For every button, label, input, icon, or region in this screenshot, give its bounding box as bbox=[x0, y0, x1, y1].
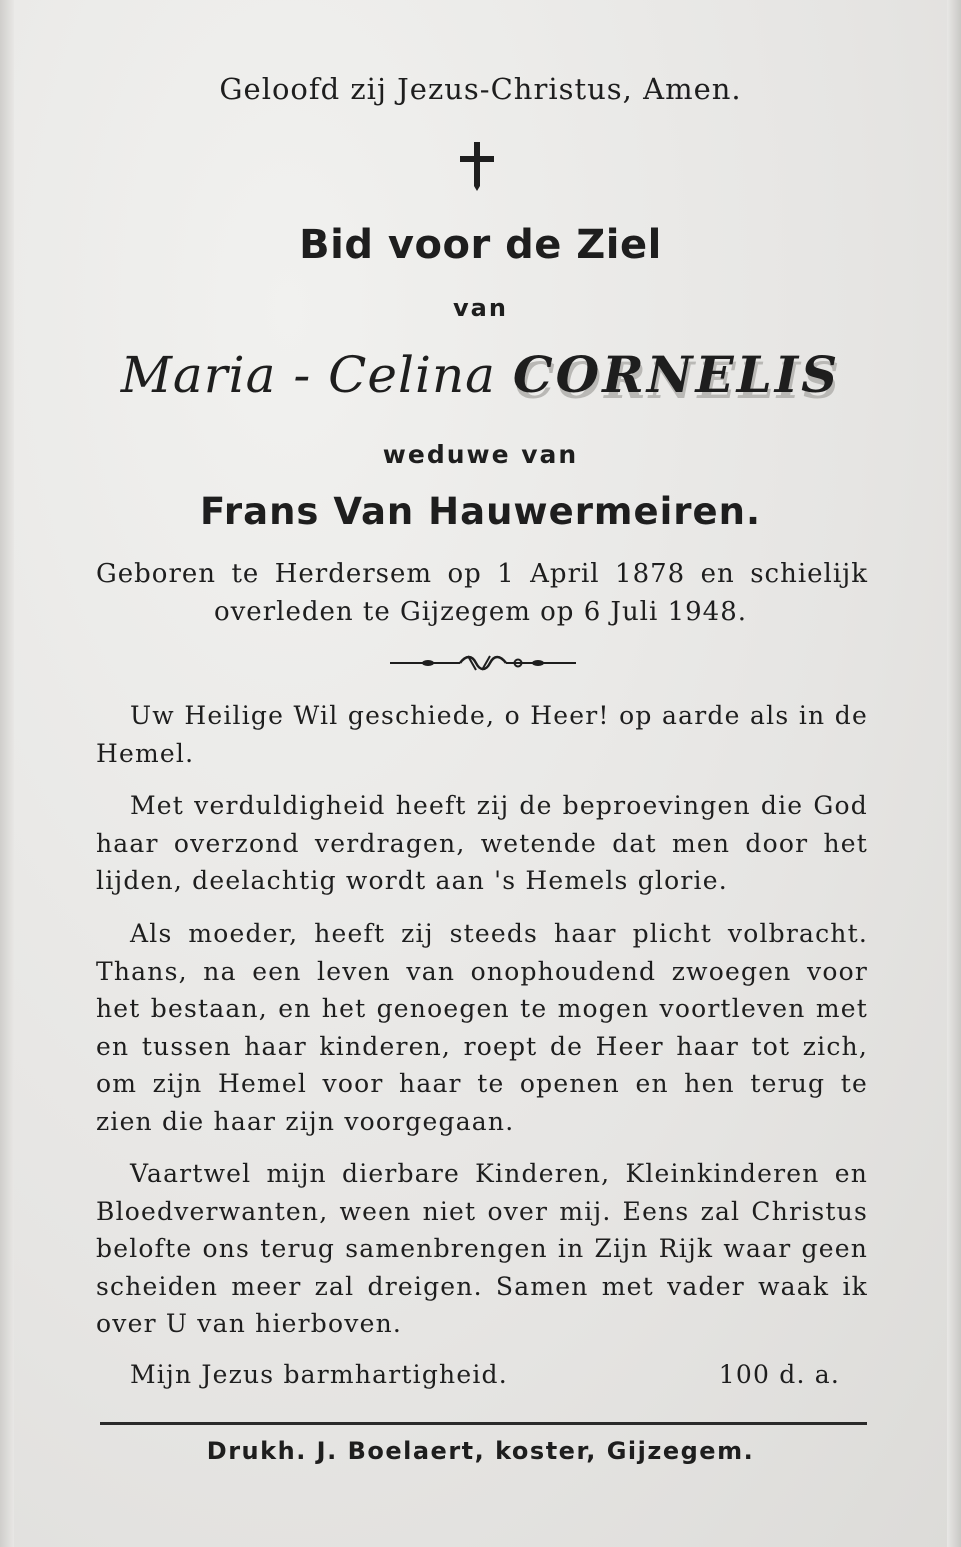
paragraph-4-text: Vaartwel mijn dierbare Kinderen, Kleinkinderen en Bloedverwanten, ween niet over mij. Eens zal Christus belofte ons terug samenbrengen in Zijn Rijk waar geen scheiden meer zal dreigen. Samen met vader waak ik over U van hierboven. bbox=[96, 1159, 868, 1338]
paragraph-1-text: Uw Heilige Wil geschiede, o Heer! op aarde als in de Hemel. bbox=[96, 701, 868, 768]
header-invocation: Geloofd zij Jezus-Christus, Amen. bbox=[219, 72, 742, 106]
prayer-text: Mijn Jezus barmhartigheid. bbox=[130, 1360, 508, 1389]
paragraph-2 bbox=[96, 787, 868, 900]
cross-icon bbox=[457, 140, 497, 192]
paragraph-2-text: Met verduldigheid heeft zij de beproevingen die God haar overzond verdragen, wetende dat men door het lijden, deelachtig wordt aan 's Hemels glorie. bbox=[96, 791, 868, 895]
birth-line-1: Geboren te Herdersem op 1 April 1878 en schielijk bbox=[96, 559, 868, 589]
widow-of-label: weduwe van bbox=[382, 440, 579, 469]
deceased-surname: CORNELIS bbox=[512, 345, 841, 404]
paragraph-4 bbox=[96, 1155, 868, 1343]
paragraph-1 bbox=[96, 697, 868, 772]
paragraph-3-text: Als moeder, heeft zij steeds haar plicht volbracht. Thans, na een leven van onophoudend zwoegen voor het bestaan, en het genoegen te mogen voortleven met en tussen haar kinderen, roept de Heer haar tot zich, om zijn Hemel voor haar te openen en hen terug te zien die haar zijn voorgegaan. bbox=[96, 919, 868, 1136]
printer-credit: Drukh. J. Boelaert, koster, Gijzegem. bbox=[206, 1437, 755, 1465]
van-label: van bbox=[453, 294, 508, 322]
husband-name: Frans Van Hauwermeiren. bbox=[199, 490, 762, 533]
indulgence-text: 100 d. a. bbox=[718, 1360, 840, 1389]
deceased-first-names: Maria - Celina bbox=[120, 346, 496, 404]
prayer-line bbox=[130, 1360, 840, 1389]
ornament-divider-icon bbox=[390, 652, 576, 674]
deceased-name bbox=[0, 345, 961, 404]
page-title: Bid voor de Ziel bbox=[299, 222, 662, 268]
divider-rule bbox=[100, 1422, 867, 1425]
birth-line-2: overleden te Gijzegem op 6 Juli 1948. bbox=[213, 597, 748, 627]
paragraph-3 bbox=[96, 915, 868, 1140]
